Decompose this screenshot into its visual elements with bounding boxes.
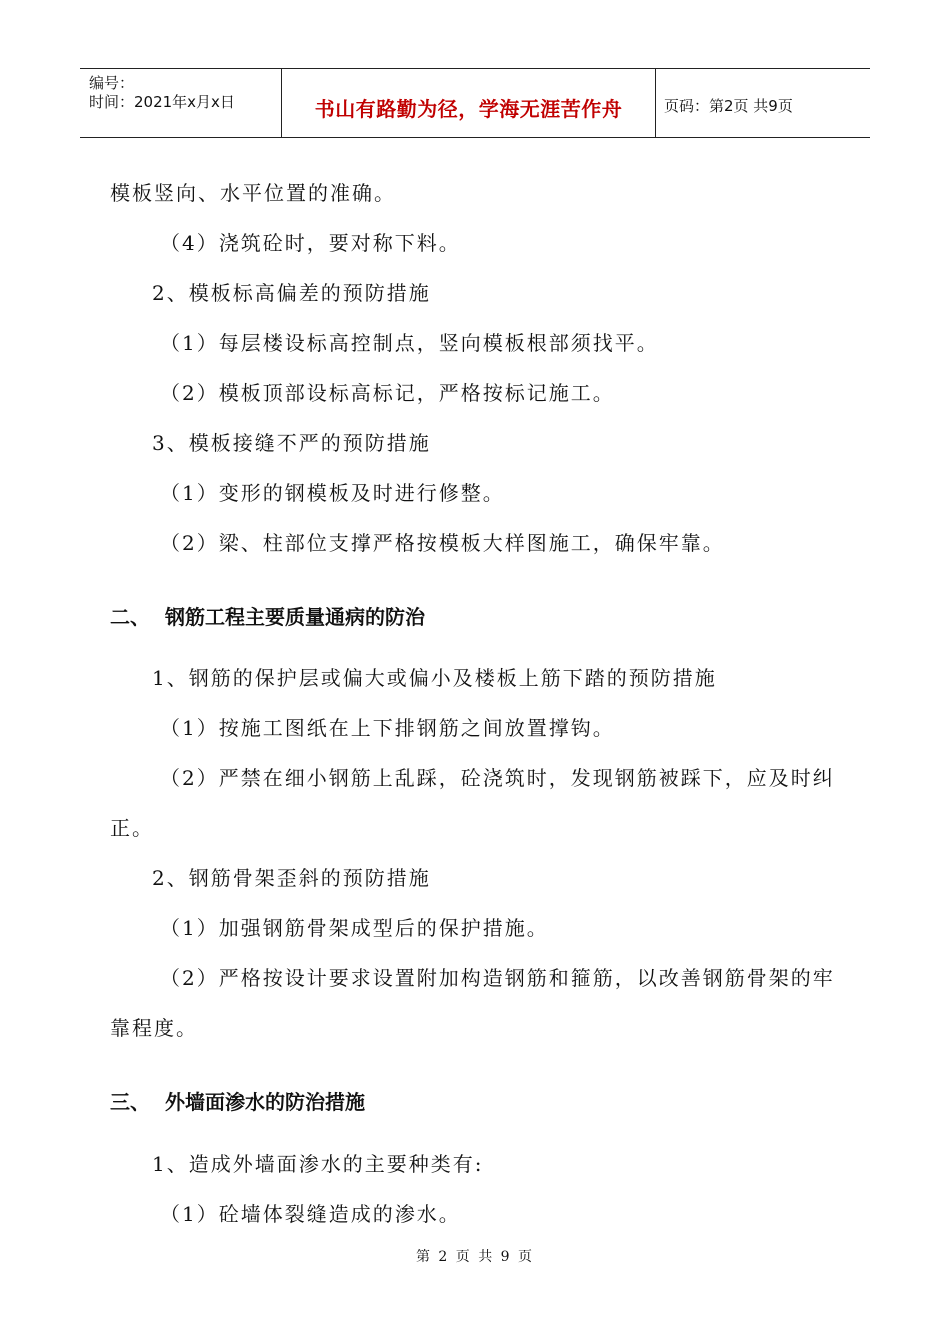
section-heading [110,1086,365,1115]
section-number: 三、 [110,1090,150,1114]
paragraph: （1）加强钢筋骨架成型后的保护措施。 [160,916,549,940]
paragraph: 1、造成外墙面渗水的主要种类有: [152,1152,484,1176]
document-time-label: 时间：2021年x月x日 [89,93,235,111]
paragraph: （2）模板顶部设标高标记，严格按标记施工。 [160,381,615,405]
paragraph: 模板竖向、水平位置的准确。 [110,181,396,205]
header-motto: 书山有路勤为径，学海无涯苦作舟 [314,97,623,121]
section-number: 二、 [110,605,150,629]
page-footer: 第 2 页 共 9 页 [415,1249,535,1265]
document-number-label: 编号： [89,74,135,92]
paragraph: 2、钢筋骨架歪斜的预防措施 [152,866,431,890]
section-title: 外墙面渗水的防治措施 [165,1090,365,1114]
header-center-cell [281,69,656,137]
section-title: 钢筋工程主要质量通病的防治 [165,605,425,629]
paragraph: 靠程度。 [110,1016,198,1040]
header-left-cell [80,69,281,137]
paragraph: 正。 [110,816,154,840]
section-heading [110,601,425,630]
paragraph: （1）变形的钢模板及时进行修整。 [160,481,505,505]
paragraph: （2）严禁在细小钢筋上乱踩，砼浇筑时，发现钢筋被踩下，应及时纠 [160,766,835,790]
paragraph: （2）严格按设计要求设置附加构造钢筋和箍筋，以改善钢筋骨架的牢 [160,966,835,990]
paragraph: （2）梁、柱部位支撑严格按模板大样图施工，确保牢靠。 [160,531,725,555]
paragraph: 1、钢筋的保护层或偏大或偏小及楼板上筋下踏的预防措施 [152,666,717,690]
header-page-info: 页码：第2页 共9页 [664,97,793,115]
page-header [80,68,870,138]
paragraph: （1）每层楼设标高控制点，竖向模板根部须找平。 [160,331,659,355]
paragraph: 2、模板标高偏差的预防措施 [152,281,431,305]
paragraph: （1）按施工图纸在上下排钢筋之间放置撑钩。 [160,716,615,740]
paragraph: （1）砼墙体裂缝造成的渗水。 [160,1202,461,1226]
paragraph: 3、模板接缝不严的预防措施 [152,431,431,455]
paragraph: （4）浇筑砼时，要对称下料。 [160,231,461,255]
header-right-cell [655,69,870,137]
